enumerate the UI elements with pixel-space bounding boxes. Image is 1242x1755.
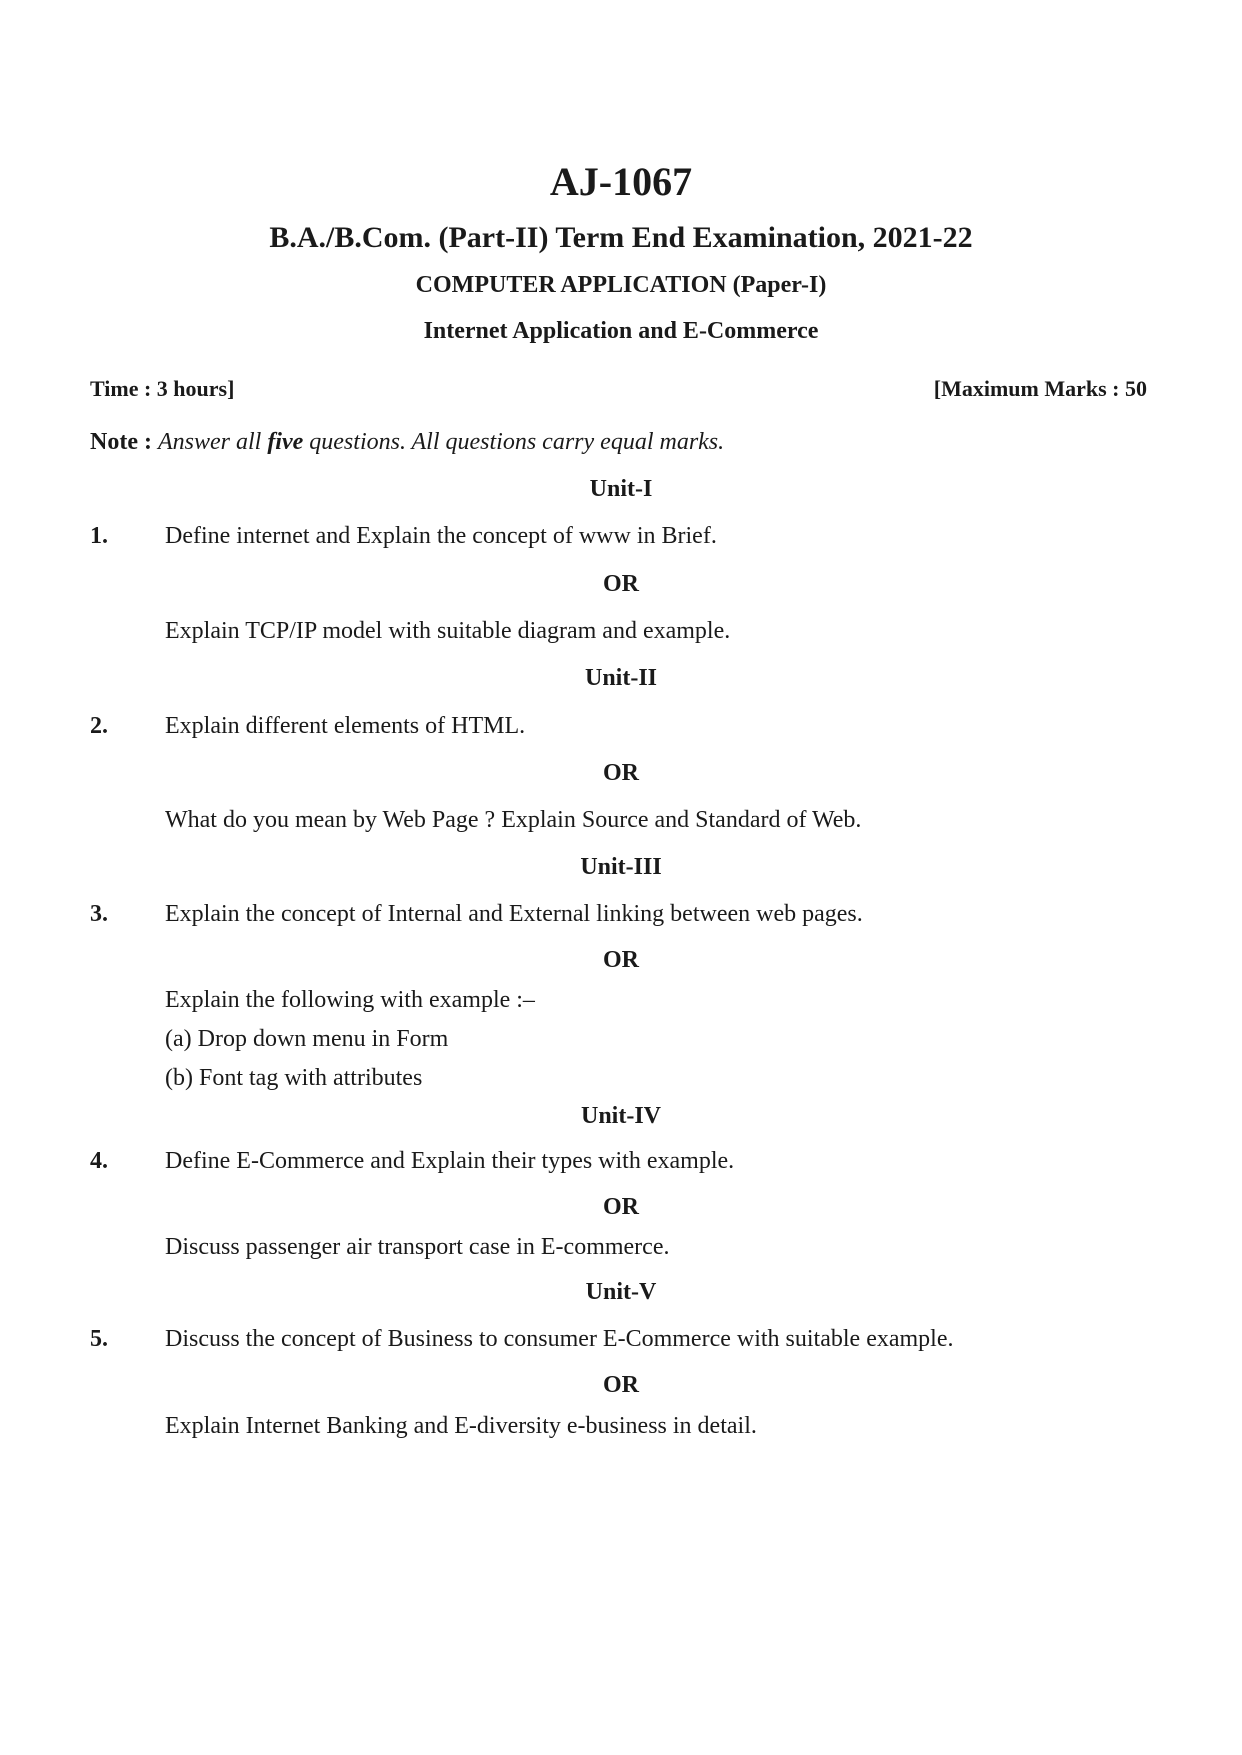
- note-text-after: questions. All questions carry equal marks.: [309, 429, 725, 455]
- note-emphasis: five: [267, 429, 304, 455]
- alternative-part: (b) Font tag with attributes: [165, 1065, 423, 1091]
- unit-heading: Unit-V: [585, 1279, 657, 1305]
- time-allowed: Time : 3 hours]: [90, 376, 235, 401]
- question-number: 1.: [90, 523, 108, 549]
- alternative-question: Explain the following with example :–: [165, 987, 535, 1013]
- instructions-note: [90, 429, 724, 456]
- alternative-question: What do you mean by Web Page ? Explain Source and Standard of Web.: [165, 807, 862, 833]
- alternative-part: (a) Drop down menu in Form: [165, 1026, 449, 1052]
- question-number: 3.: [90, 901, 108, 927]
- question-text: Explain different elements of HTML.: [165, 713, 526, 739]
- subject-title: COMPUTER APPLICATION (Paper-I): [415, 272, 827, 298]
- question-number: 5.: [90, 1326, 108, 1352]
- question-text: Explain the concept of Internal and External linking between web pages.: [165, 901, 863, 927]
- unit-heading: Unit-II: [584, 665, 657, 691]
- paper-title: Internet Application and E-Commerce: [423, 318, 819, 344]
- unit-heading: Unit-IV: [580, 1103, 661, 1129]
- exam-title: B.A./B.Com. (Part-II) Term End Examination, 2021-22: [269, 221, 973, 254]
- unit-heading: Unit-I: [589, 476, 653, 502]
- or-separator: OR: [603, 1372, 639, 1398]
- alternative-question: Discuss passenger air transport case in E-commerce.: [165, 1234, 670, 1260]
- question-text: Define internet and Explain the concept of www in Brief.: [165, 523, 717, 549]
- maximum-marks: [Maximum Marks : 50: [933, 376, 1147, 401]
- alternative-question: Explain TCP/IP model with suitable diagram and example.: [165, 618, 731, 644]
- or-separator: OR: [603, 947, 639, 973]
- question-number: 2.: [90, 713, 108, 739]
- or-separator: OR: [603, 1194, 639, 1220]
- unit-heading: Unit-III: [580, 854, 662, 880]
- note-text-before: Answer all: [157, 429, 262, 455]
- question-number: 4.: [90, 1148, 108, 1174]
- or-separator: OR: [603, 760, 639, 786]
- question-text: Discuss the concept of Business to consumer E-Commerce with suitable example.: [165, 1326, 954, 1352]
- question-text: Define E-Commerce and Explain their types with example.: [165, 1148, 735, 1174]
- alternative-question: Explain Internet Banking and E-diversity e-business in detail.: [165, 1413, 757, 1439]
- paper-code: AJ-1067: [549, 159, 693, 204]
- note-label: Note :: [90, 429, 152, 455]
- or-separator: OR: [603, 571, 639, 597]
